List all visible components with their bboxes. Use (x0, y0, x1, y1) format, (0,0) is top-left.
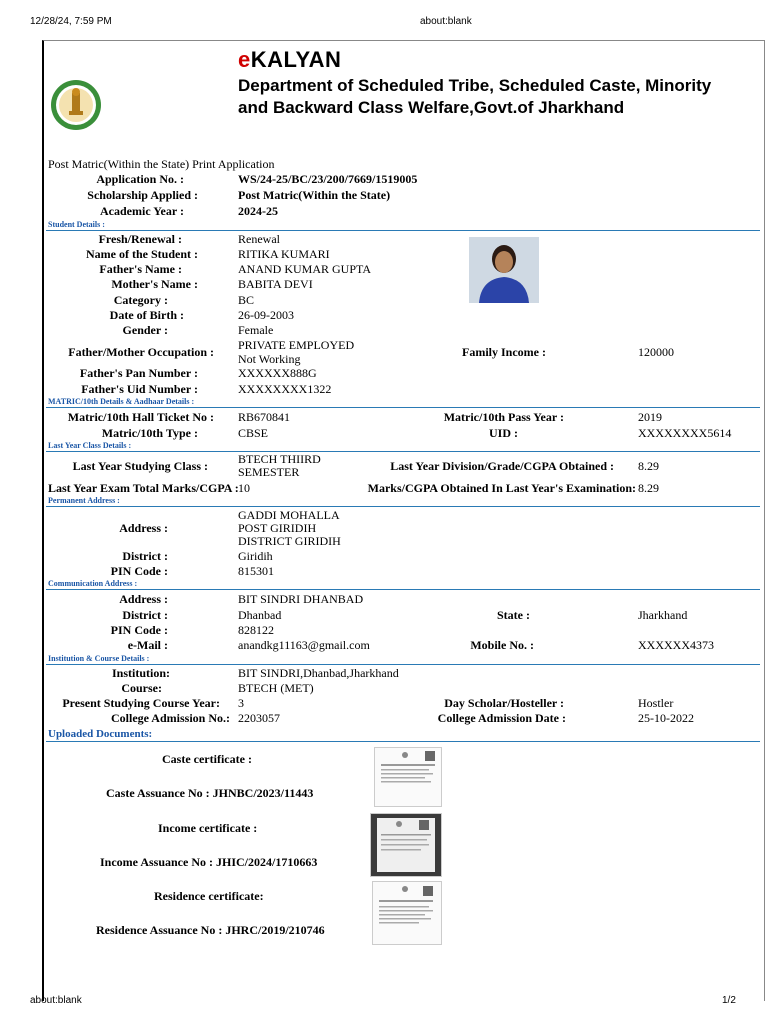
divider (46, 451, 760, 452)
uid: XXXXXXXX5614 (638, 426, 732, 440)
state-label: State : (497, 608, 530, 622)
income-certificate-label: Income certificate : (158, 821, 258, 835)
residence-certificate-label: Residence certificate: (154, 889, 264, 903)
father-name: ANAND KUMAR GUPTA (238, 262, 372, 276)
comm-pin: 828122 (238, 623, 274, 637)
student-name-label: Name of the Student : (86, 247, 198, 261)
matric-type: CBSE (238, 426, 269, 440)
hall-ticket-label: Matric/10th Hall Ticket No : (67, 410, 214, 424)
course-label: Course: (121, 681, 162, 695)
marks-obtained-label: Marks/CGPA Obtained In Last Year's Examination: (367, 481, 636, 495)
permanent-section-heading: Permanent Address : (48, 496, 120, 505)
institution-section-heading: Institution & Course Details : (48, 654, 150, 663)
matric-type-label: Matric/10th Type : (101, 426, 198, 440)
comm-pin-label: PIN Code : (110, 623, 168, 637)
father-uid: XXXXXXXX1322 (238, 382, 332, 396)
occupation-2: Not Working (238, 352, 301, 366)
last-year-class-label: Last Year Studying Class : (72, 459, 208, 473)
division-label: Last Year Division/Grade/CGPA Obtained : (390, 459, 614, 473)
email-label: e-Mail : (127, 638, 168, 652)
permanent-address-line1: GADDI MOHALLA (238, 508, 340, 522)
residence-assurance: Residence Assuance No : JHRC/2019/210746 (96, 923, 325, 937)
jharkhand-emblem-icon (50, 79, 102, 131)
scholar: Hostler (638, 696, 674, 710)
last-year-class-1: BTECH THIIRD (238, 452, 321, 466)
admission-no: 2203057 (238, 711, 280, 725)
gender: Female (238, 323, 274, 337)
permanent-pin: 815301 (238, 564, 274, 578)
comm-address-label: Address : (119, 592, 168, 606)
occupation-label: Father/Mother Occupation : (68, 345, 214, 359)
print-application-title: Post Matric(Within the State) Print Application (48, 157, 275, 171)
residence-certificate-thumbnail[interactable] (372, 881, 442, 945)
divider (46, 230, 760, 231)
academic-year: 2024-25 (238, 204, 278, 218)
total-marks: 10 (238, 481, 250, 495)
course: BTECH (MET) (238, 681, 314, 695)
permanent-district-label: District : (122, 549, 168, 563)
permanent-district: Giridih (238, 549, 273, 563)
brand-header (238, 47, 738, 119)
application-page (42, 40, 765, 1001)
academic-year-label: Academic Year : (100, 204, 184, 218)
print-url: about:blank (420, 16, 472, 27)
matric-section-heading: MATRIC/10th Details & Aadhaar Details : (48, 397, 195, 406)
print-datetime: 12/28/24, 7:59 PM (30, 16, 112, 27)
caste-certificate-thumbnail[interactable] (374, 747, 442, 807)
admission-date: 25-10-2022 (638, 711, 694, 725)
state: Jharkhand (638, 608, 688, 622)
student-section-heading: Student Details : (48, 220, 105, 229)
divider (46, 664, 760, 665)
department-name: Department of Scheduled Tribe, Scheduled Caste, Minority and Backward Class Welfare,Govt.of Jharkhand (238, 76, 712, 117)
mother-name: BABITA DEVI (238, 277, 313, 291)
page-number: 1/2 (722, 995, 736, 1006)
comm-district: Dhanbad (238, 608, 282, 622)
dob-label: Date of Birth : (109, 308, 184, 322)
gender-label: Gender : (122, 323, 168, 337)
total-marks-label: Last Year Exam Total Marks/CGPA : (48, 481, 239, 495)
fresh-renewal: Renewal (238, 232, 280, 246)
dob: 26-09-2003 (238, 308, 294, 322)
income-assurance: Income Assuance No : JHIC/2024/1710663 (100, 855, 318, 869)
caste-assurance: Caste Assuance No : JHNBC/2023/11443 (106, 786, 314, 800)
communication-section-heading: Communication Address : (48, 579, 138, 588)
hall-ticket: RB670841 (238, 410, 291, 424)
occupation-1: PRIVATE EMPLOYED (238, 338, 355, 352)
divider (46, 407, 760, 408)
scholar-label: Day Scholar/Hosteller : (444, 696, 564, 710)
comm-district-label: District : (122, 608, 168, 622)
last-year-section-heading: Last Year Class Details : (48, 441, 132, 450)
institution: BIT SINDRI,Dhanbad,Jharkhand (238, 666, 399, 680)
comm-address: BIT SINDRI DHANBAD (238, 592, 364, 606)
footer-url: about:blank (30, 995, 82, 1006)
course-year-label: Present Studying Course Year: (62, 696, 220, 710)
divider (46, 506, 760, 507)
father-uid-label: Father's Uid Number : (81, 382, 198, 396)
category-label: Category : (113, 293, 168, 307)
email: anandkg11163@gmail.com (238, 638, 370, 652)
category: BC (238, 293, 255, 307)
family-income-label: Family Income : (462, 345, 546, 359)
student-name: RITIKA KUMARI (238, 247, 330, 261)
permanent-address-label: Address : (119, 521, 168, 535)
uid-label: UID : (489, 426, 518, 440)
pass-year-label: Matric/10th Pass Year : (443, 410, 564, 424)
divider (46, 589, 760, 590)
course-year: 3 (238, 696, 244, 710)
caste-certificate-label: Caste certificate : (162, 752, 252, 766)
mobile: XXXXXX4373 (638, 638, 714, 652)
permanent-address-line2: POST GIRIDIH (238, 521, 317, 535)
student-photo (469, 237, 539, 303)
father-pan-label: Father's Pan Number : (79, 366, 198, 380)
application-no-label: Application No. : (96, 172, 184, 186)
family-income: 120000 (638, 345, 674, 359)
application-no: WS/24-25/BC/23/200/7669/1519005 (238, 172, 418, 186)
last-year-class-2: SEMESTER (238, 465, 300, 479)
fresh-renewal-label: Fresh/Renewal : (98, 232, 182, 246)
father-pan: XXXXXX888G (238, 366, 317, 380)
marks-obtained: 8.29 (638, 481, 659, 495)
uploaded-documents-heading: Uploaded Documents: (48, 728, 153, 740)
pass-year: 2019 (638, 410, 662, 424)
ekalyan-logo-text: eKALYAN (238, 47, 342, 72)
scholarship-value: Post Matric(Within the State) (238, 188, 391, 202)
admission-date-label: College Admission Date : (437, 711, 566, 725)
income-certificate-thumbnail[interactable] (370, 813, 442, 877)
divider (46, 741, 760, 742)
scholarship-label: Scholarship Applied : (87, 188, 198, 202)
admission-no-label: College Admission No.: (110, 711, 230, 725)
division: 8.29 (638, 459, 659, 473)
institution-label: Institution: (111, 666, 170, 680)
permanent-address-line3: DISTRICT GIRIDIH (238, 534, 341, 548)
mobile-label: Mobile No. : (470, 638, 534, 652)
permanent-pin-label: PIN Code : (110, 564, 168, 578)
father-name-label: Father's Name : (99, 262, 182, 276)
mother-name-label: Mother's Name : (111, 277, 198, 291)
